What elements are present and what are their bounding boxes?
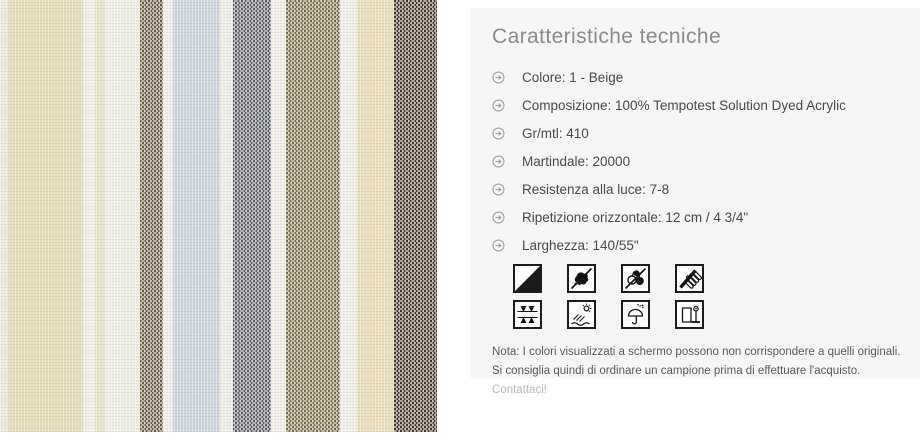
weather-protection-icon (621, 300, 650, 329)
disclaimer-note (492, 343, 908, 400)
fabric-stripe (83, 0, 95, 432)
lightfastness-tested-icon (675, 300, 704, 329)
fabric-stripe (220, 0, 233, 432)
spec-text: Resistenza alla luce: 7-8 (522, 181, 670, 197)
fabric-stripe (140, 0, 163, 432)
colorfast-icon (513, 264, 542, 293)
fabric-stripe (95, 0, 105, 432)
fabric-stripe (0, 0, 8, 432)
fabric-stripe (163, 0, 173, 432)
care-icons-grid (513, 264, 908, 329)
spec-item-resistenza-luce (492, 175, 908, 203)
fabric-swatch-image (0, 0, 437, 432)
spec-list (492, 63, 908, 259)
fabric-stripe (394, 0, 437, 432)
fabric-stripe (173, 0, 220, 432)
dimensional-stability-icon (513, 300, 542, 329)
spec-text: Larghezza: 140/55" (522, 237, 639, 253)
technical-panel (470, 8, 920, 396)
note-line-2: Si consiglia quindi di ordinare un campione prima di effettuare l'acquisto. Contattaci! (492, 365, 861, 396)
spec-text: Colore: 1 - Beige (522, 69, 624, 85)
spec-text: Gr/mtl: 410 (522, 125, 589, 141)
spec-item-grmtl (492, 119, 908, 147)
spec-item-colore (492, 63, 908, 91)
spec-item-martindale (492, 147, 908, 175)
circle-arrow-icon (492, 239, 505, 252)
circle-arrow-icon (492, 211, 505, 224)
spec-item-composizione (492, 91, 908, 119)
spec-item-ripetizione (492, 203, 908, 231)
circle-arrow-icon (492, 183, 505, 196)
contact-link[interactable]: Contattaci! (492, 384, 547, 396)
circle-arrow-icon (492, 71, 505, 84)
fabric-stripe (357, 0, 394, 432)
fabric-stripe (271, 0, 286, 432)
stain-resistant-icon (567, 264, 596, 293)
fabric-stripe (233, 0, 271, 432)
spec-text: Composizione: 100% Tempotest Solution Dyed Acrylic (522, 97, 846, 113)
fabric-stripe (105, 0, 140, 432)
spec-text: Martindale: 20000 (522, 153, 631, 169)
spec-text: Ripetizione orizzontale: 12 cm / 4 3/4" (522, 209, 749, 225)
abrasion-resistant-icon (675, 264, 704, 293)
spec-item-larghezza (492, 231, 908, 259)
circle-arrow-icon (492, 155, 505, 168)
no-mold-icon (621, 264, 650, 293)
sun-and-sea-resistant-icon (567, 300, 596, 329)
fabric-stripe (286, 0, 340, 432)
page-title: Caratteristiche tecniche (492, 25, 722, 48)
circle-arrow-icon (492, 127, 505, 140)
circle-arrow-icon (492, 99, 505, 112)
note-line-1: Nota: I colori visualizzati a schermo possono non corrispondere a quelli originali. (492, 346, 901, 358)
fabric-stripe (8, 0, 83, 432)
fabric-stripe (340, 0, 357, 432)
